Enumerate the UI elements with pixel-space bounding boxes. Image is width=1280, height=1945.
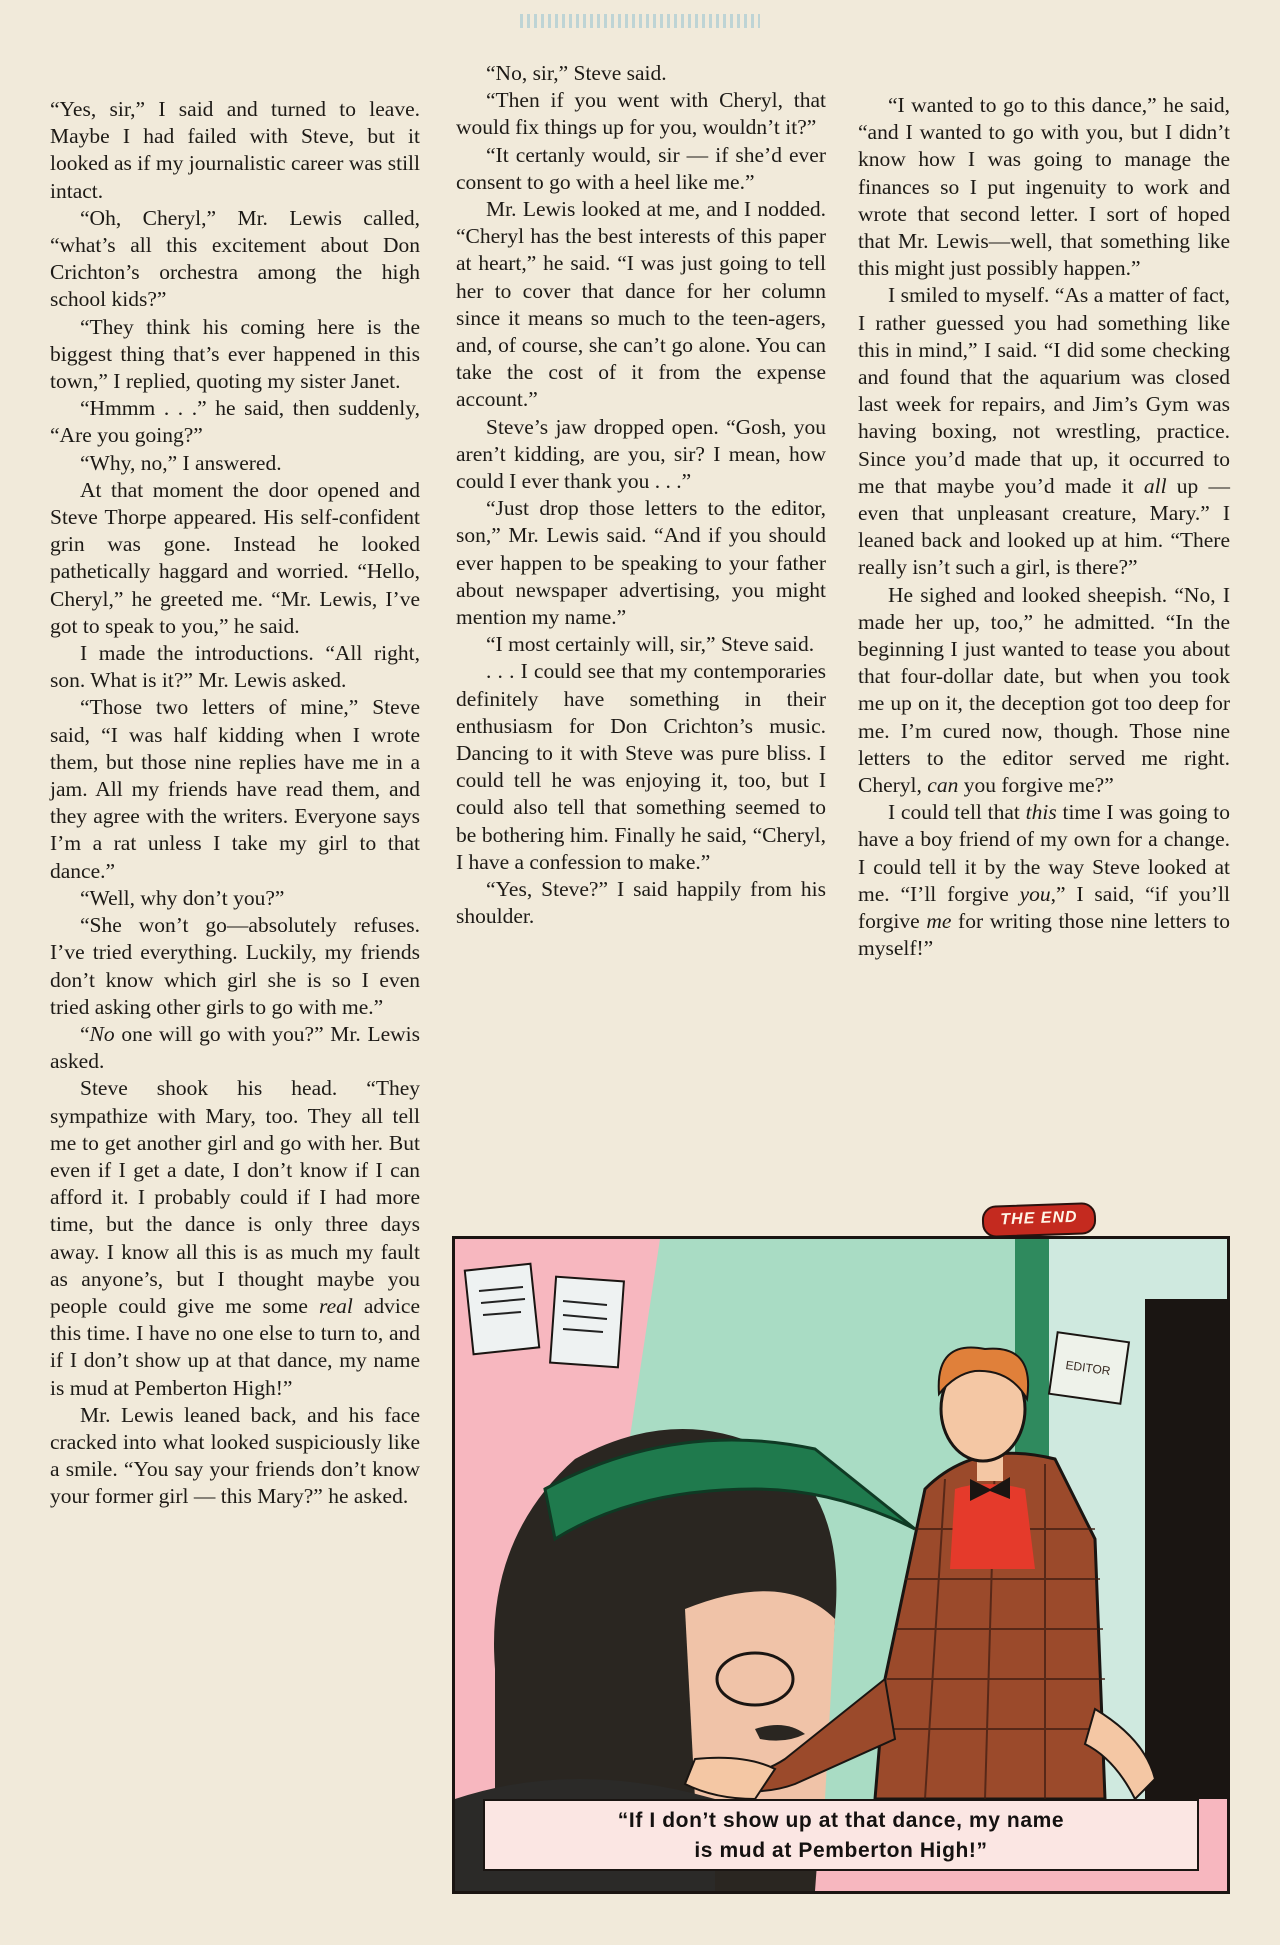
paragraph: Mr. Lewis looked at me, and I nodded. “Cheryl has the best interests of this paper at heart,” he said. “I was just going to tell her to cover that dance for her column since it means so much to the teen-agers, and, of course, she can’t go alone. You can take the cost of it from the expense account.” xyxy=(456,197,826,412)
text-run: advice this time. I have no one else to turn to, and if I don’t show up at that dance, my name is mud at Pemberton High!” xyxy=(50,1293,420,1400)
text-run: you forgive me?” xyxy=(958,773,1114,798)
paragraph: “Those two letters of mine,” Steve said, “I was half kidding when I wrote them, but those nine replies have me in a jam. All my friends have read them, and they agree with the writers. Everyone says I’m a rat unless I take my girl to that dance.” xyxy=(50,695,420,883)
paragraph: “Hmmm . . .” he said, then suddenly, “Are you going?” xyxy=(50,396,420,448)
text-column-3 xyxy=(858,92,1230,963)
text-run: ,” I said, “if you’ll forgive xyxy=(858,881,1230,934)
dark-doorway xyxy=(1145,1299,1227,1799)
paragraph: “Why, no,” I answered. xyxy=(80,450,282,475)
emphasis: all xyxy=(1143,473,1167,498)
wall-note xyxy=(465,1264,539,1354)
emphasis: you xyxy=(1019,881,1051,906)
paragraph: “I wanted to go to this dance,” he said, “and I wanted to go with you, but I didn’t know how I was going to manage the finances so I put ingenuity to work and wrote that second letter. I sort of hoped that Mr. Lewis—well, that something like this might just possibly happen.” xyxy=(858,93,1230,281)
door-sign-text: EDITOR xyxy=(1064,1357,1112,1379)
text-run: for writing those nine letters to myself!” xyxy=(858,909,1230,961)
paragraph: “No, sir,” Steve said. xyxy=(486,61,667,85)
paragraph xyxy=(858,282,1230,581)
text-run: I smiled to myself. “As a matter of fact, I rather guessed you had something like this in mind,” I said. “I did some checking and found that the aquarium was closed last week for repairs, and Jim’s Gym was having boxing, not wrestling, practice. Since you’d made that up, it occurred to me that maybe you’d made it xyxy=(858,283,1230,498)
paragraph: . . . I could see that my contemporaries definitely have something in their enthusiasm for Don Crichton’s music. Dancing to it with Steve was pure bliss. I could tell he was enjoying it, too, but I could also tell that something seemed to be bothering him. Finally he said, “Cheryl, I have a confession to make.” xyxy=(456,659,826,874)
wall-note xyxy=(550,1277,624,1368)
emphasis: real xyxy=(319,1293,353,1318)
text-run: Steve shook his head. “They sympathize with Mary, too. They all tell me to get another girl and go with her. But even if I get a date, I don’t know if I can afford it. I probably could if I had more time, but the dance is only three days away. I know all this is as much my fault as anyone’s, but I thought maybe you people could give me some xyxy=(50,1076,420,1318)
text-run: time I was going to have a boy friend of my own for a change. I could tell it by the way Steve looked at me. “I’ll forgive xyxy=(858,800,1230,906)
emphasis: No xyxy=(89,1021,115,1046)
text-column-1 xyxy=(50,96,420,1511)
text-column-2 xyxy=(456,60,826,931)
paragraph: “Yes, Steve?” I said happily from his shoulder. xyxy=(456,877,826,929)
text-run: up — even that unpleasant creature, Mary.” I leaned back and looked up at him. “There really isn’t such a girl, is there?” xyxy=(858,473,1230,580)
paragraph: At that moment the door opened and Steve Thorpe appeared. His self-confident grin was gone. Instead he looked pathetically haggard and worried. “Hello, Cheryl,” he greeted me. “Mr. Lewis, I’ve got to speak to you,” he said. xyxy=(50,477,420,638)
comic-panel xyxy=(452,1236,1230,1894)
text-run: I could tell that xyxy=(888,800,1026,825)
paragraph: “Then if you went with Cheryl, that would fix things up for you, wouldn’t it?” xyxy=(456,88,826,140)
paragraph: “Well, why don’t you?” xyxy=(80,885,285,910)
paragraph: “Oh, Cheryl,” Mr. Lewis called, “what’s all this excitement about Don Crichton’s orchestra among the high school kids?” xyxy=(50,205,420,312)
paragraph: “They think his coming here is the biggest thing that’s ever happened in this town,” I replied, quoting my sister Janet. xyxy=(50,314,420,394)
paragraph xyxy=(50,1021,420,1075)
emphasis: me xyxy=(926,909,952,934)
text-run: He sighed and looked sheepish. “No, I made her up, too,” he admitted. “In the beginning I just wanted to tease you about that four-dollar date, but when you took me up on it, the deception got too deep for me. I’m cured now, though. Those nine letters to the editor served me right. Cheryl, xyxy=(858,582,1230,798)
paragraph: “Just drop those letters to the editor, son,” Mr. Lewis said. “And if you should ever happen to be speaking to your father about newspaper advertising, you might mention my name.” xyxy=(456,496,826,630)
panel-caption xyxy=(483,1799,1199,1871)
caption-line: is mud at Pemberton High!” xyxy=(694,1839,988,1862)
paragraph xyxy=(50,1075,420,1401)
paragraph: Steve’s jaw dropped open. “Gosh, you aren’t kidding, are you, sir? I mean, how could I ever thank you . . .” xyxy=(456,414,826,494)
paragraph: Mr. Lewis leaned back, and his face cracked into what looked suspiciously like a smile. “You say your friends don’t know your former girl — this Mary?” he asked. xyxy=(50,1402,420,1509)
paragraph: “It certanly would, sir — if she’d ever consent to go with a heel like me.” xyxy=(456,142,826,194)
paragraph xyxy=(858,582,1230,800)
paragraph xyxy=(858,799,1230,962)
print-registration-mark xyxy=(520,14,760,28)
text-run: one will go with you?” Mr. Lewis asked. xyxy=(50,1021,420,1074)
paragraph: “I most certainly will, sir,” Steve said. xyxy=(486,632,815,657)
emphasis: this xyxy=(1025,800,1057,825)
text-run: “ xyxy=(80,1021,90,1046)
the-end-badge: THE END xyxy=(981,1202,1096,1238)
panel-illustration xyxy=(455,1239,1227,1891)
paragraph: “Yes, sir,” I said and turned to leave. Maybe I had failed with Steve, but it looked as if my journalistic career was still intact. xyxy=(50,97,420,203)
emphasis: can xyxy=(927,773,959,798)
steve-sweater xyxy=(950,1484,1035,1569)
paragraph: I made the introductions. “All right, son. What is it?” Mr. Lewis asked. xyxy=(50,641,420,693)
caption-line: “If I don’t show up at that dance, my name xyxy=(617,1809,1065,1832)
paragraph: “She won’t go—absolutely refuses. I’ve tried everything. Luckily, my friends don’t know which girl she is so I even tried asking other girls to go with me.” xyxy=(50,913,420,1019)
